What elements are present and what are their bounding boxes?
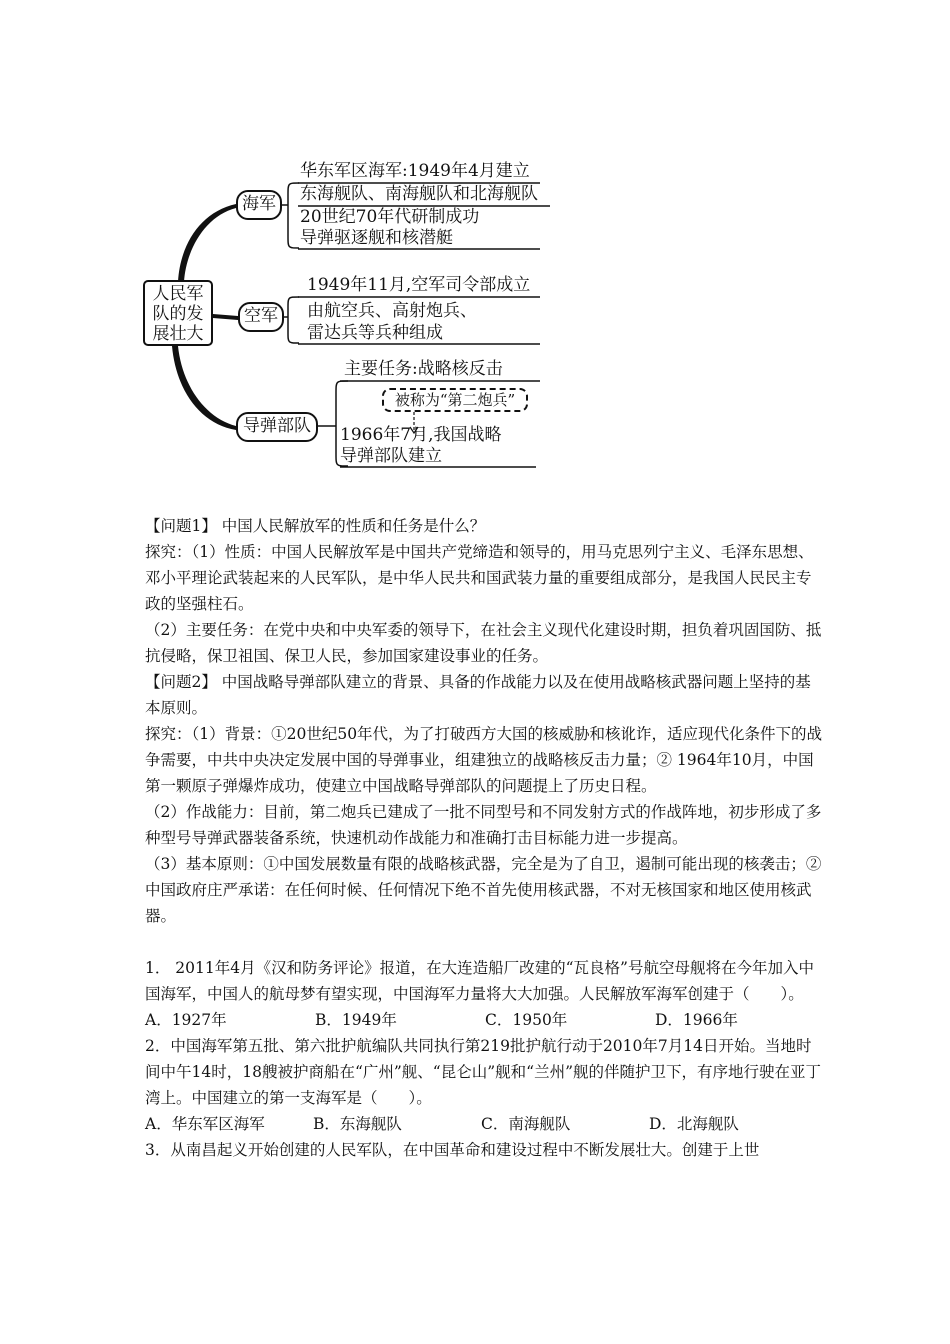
exercise-2-option-c: C．南海舰队 <box>481 1115 571 1133</box>
airforce-item-3: 雷达兵等兵种组成 <box>307 323 443 343</box>
inquiry-nature: 探究：（1）性质：中国人民解放军是中国共产党缔造和领导的，用马克思列宁主义、毛泽东思想、邓小平理论武装起来的人民军队，是中华人民共和国武装力量的重要组成部分，是我国人民民主专政的坚强柱石。 <box>145 543 814 613</box>
exercise-2-options <box>145 1111 825 1137</box>
exercise-1-option-c: C．1950年 <box>485 1011 568 1029</box>
navy-node: 海军 <box>236 190 282 220</box>
root-line-2: 队的发 <box>152 304 204 324</box>
question-1-heading: 【问题1】 中国人民解放军的性质和任务是什么？ <box>145 517 486 535</box>
exercise-3-stem: 3．从南昌起义开始创建的人民军队，在中国革命和建设过程中不断发展壮大。创建于上世 <box>145 1141 760 1159</box>
missile-node: 导弹部队 <box>236 412 318 442</box>
inquiry-tasks: （2）主要任务：在党中央和中央军委的领导下，在社会主义现代化建设时期，担负着巩固国防、抵抗侵略，保卫祖国、保卫人民，参加国家建设事业的任务。 <box>145 621 822 665</box>
exercise-2-stem: 2．中国海军第五批、第六批护航编队共同执行第219批护航行动于2010年7月14日开始。当地时间中午14时，18艘被护商船在“广州”舰、“昆仑山”舰和“兰州”舰的伴随护卫下，有序地行驶在亚丁湾上。中国建立的第一支海军是（ ）。 <box>145 1037 821 1107</box>
missile-task: 主要任务:战略核反击 <box>344 359 503 379</box>
root-line-1: 人民军 <box>152 284 204 304</box>
mind-map <box>0 0 950 500</box>
exercise-2-option-a: A．华东军区海军 <box>145 1115 265 1133</box>
missile-item-1: 1966年7月,我国战略 <box>340 425 502 445</box>
airforce-item-2: 由航空兵、高射炮兵、 <box>307 301 477 321</box>
inquiry-capability: （2）作战能力：目前，第二炮兵已建成了一批不同型号和不同发射方式的作战阵地，初步形成了多种型号导弹武器装备系统，快速机动作战能力和准确打击目标能力进一步提高。 <box>145 803 822 847</box>
inquiry-background: 探究：（1）背景：①20世纪50年代，为了打破西方大国的核威胁和核讹诈，适应现代化条件下的战争需要，中共中央决定发展中国的导弹事业，组建独立的战略核反击力量；② 1964年10月，中国第一颗原子弹爆炸成功，使建立中国战略导弹部队的问题提上了历史日程。 <box>145 725 823 795</box>
root-line-3: 展壮大 <box>152 324 204 344</box>
missile-alias-box: 被称为“第二炮兵” <box>382 388 528 412</box>
spacer <box>145 929 825 955</box>
exercise-1-option-d: D．1966年 <box>655 1011 738 1029</box>
root-node <box>143 280 213 346</box>
exercise-1-option-b: B．1949年 <box>315 1011 397 1029</box>
exercise-1-option-a: A．1927年 <box>145 1011 227 1029</box>
missile-item-2: 导弹部队建立 <box>340 446 442 466</box>
exercise-1-stem: 1． 2011年4月《汉和防务评论》报道，在大连造船厂改建的“瓦良格”号航空母舰将在今年加入中国海军，中国人的航母梦有望实现，中国海军力量将大大加强。人民解放军海军创建于（ ）。 <box>145 959 814 1003</box>
exercise-2-option-d: D．北海舰队 <box>649 1115 739 1133</box>
navy-item-1: 华东军区海军:1949年4月建立 <box>300 161 530 181</box>
navy-item-4: 导弹驱逐舰和核潜艇 <box>300 228 453 248</box>
exercise-2-option-b: B．东海舰队 <box>313 1115 402 1133</box>
airforce-node: 空军 <box>238 302 284 332</box>
exercise-1-options <box>145 1007 825 1033</box>
document-body <box>145 513 825 1163</box>
question-2-heading: 【问题2】 中国战略导弹部队建立的背景、具备的作战能力以及在使用战略核武器问题上坚持的基本原则。 <box>145 673 811 717</box>
navy-item-2: 东海舰队、南海舰队和北海舰队 <box>300 184 538 204</box>
navy-item-3: 20世纪70年代研制成功 <box>300 207 480 227</box>
airforce-item-1: 1949年11月,空军司令部成立 <box>307 275 531 295</box>
inquiry-principles: （3）基本原则：①中国发展数量有限的战略核武器，完全是为了自卫，遏制可能出现的核袭击；②中国政府庄严承诺：在任何时候、任何情况下绝不首先使用核武器，不对无核国家和地区使用核武器。 <box>145 855 822 925</box>
